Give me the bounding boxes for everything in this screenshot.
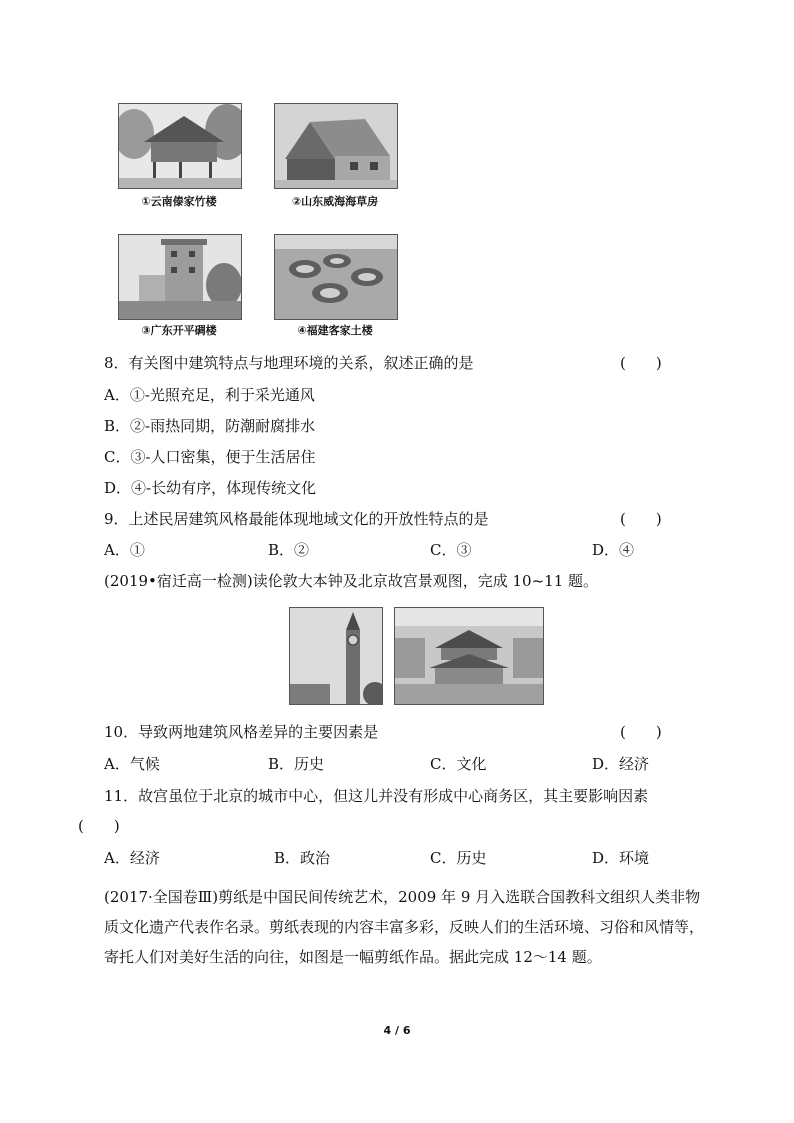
fujian-tulou-photo	[274, 234, 398, 320]
caption-img2: ②山东威海海草房	[291, 195, 379, 208]
page-number: 4 / 6	[383, 1024, 411, 1037]
q8-stem: 8．有关图中建筑特点与地理环境的关系，叙述正确的是	[104, 354, 474, 372]
tulou-illustration	[275, 235, 397, 319]
q9-option-c: C．③	[430, 541, 472, 559]
q10-option-a: A．气候	[104, 755, 160, 773]
bamboo-house-illustration	[119, 104, 241, 188]
guangdong-diaolou-photo	[118, 234, 242, 320]
seaweed-house-illustration	[275, 104, 397, 188]
big-ben-photo	[289, 607, 383, 705]
q8-option-b: B．②-雨热同期，防潮耐腐排水	[104, 417, 316, 435]
yunnan-bamboo-house-photo	[118, 103, 242, 189]
caption-img1: ①云南傣家竹楼	[141, 195, 217, 208]
intro-12-14-paragraph: (2017·全国卷Ⅲ)剪纸是中国民间传统艺术，2009 年 9 月入选联合国教科文组织人类非物质文化遗产代表作名录。剪纸表现的内容丰富多彩，反映人们的生活环境、习俗和风情等，寄托人们对美好生活的向往，如图是一幅剪纸作品。据此完成 12～14 题。	[104, 888, 705, 966]
shandong-seaweed-house-photo	[274, 103, 398, 189]
q8-option-a: A．①-光照充足，利于采光通风	[104, 386, 315, 404]
q9-option-a: A．①	[104, 541, 145, 559]
caption-img4: ④福建客家土楼	[297, 324, 373, 337]
q11-answer-bracket: ( )	[78, 817, 120, 835]
q10-stem: 10．导致两地建筑风格差异的主要因素是	[104, 723, 379, 741]
q10-option-c: C．文化	[430, 755, 487, 773]
big-ben-illustration	[290, 608, 382, 704]
forbidden-city-illustration	[395, 608, 543, 704]
q11-option-a: A．经济	[104, 849, 160, 867]
q11-option-c: C．历史	[430, 849, 487, 867]
q8-answer-bracket: ( )	[620, 354, 662, 372]
q11-stem: 11．故宫虽位于北京的城市中心，但这儿并没有形成中心商务区，其主要影响因素	[104, 787, 649, 805]
q11-option-d: D．环境	[592, 849, 650, 867]
q9-option-b: B．②	[268, 541, 310, 559]
q10-option-b: B．历史	[268, 755, 325, 773]
q10-option-d: D．经济	[592, 755, 650, 773]
q9-option-d: D．④	[592, 541, 635, 559]
q9-answer-bracket: ( )	[620, 510, 662, 528]
q11-option-b: B．政治	[274, 849, 331, 867]
intro-10-11: (2019•宿迁高一检测)读伦敦大本钟及北京故宫景观图，完成 10~11 题。	[104, 572, 599, 590]
diaolou-illustration	[119, 235, 241, 319]
q8-option-c: C．③-人口密集，便于生活居住	[104, 448, 316, 466]
q10-answer-bracket: ( )	[620, 723, 662, 741]
q9-stem: 9．上述民居建筑风格最能体现地域文化的开放性特点的是	[104, 510, 489, 528]
caption-img3: ③广东开平碉楼	[141, 324, 217, 337]
forbidden-city-photo	[394, 607, 544, 705]
q8-option-d: D．④-长幼有序，体现传统文化	[104, 479, 317, 497]
